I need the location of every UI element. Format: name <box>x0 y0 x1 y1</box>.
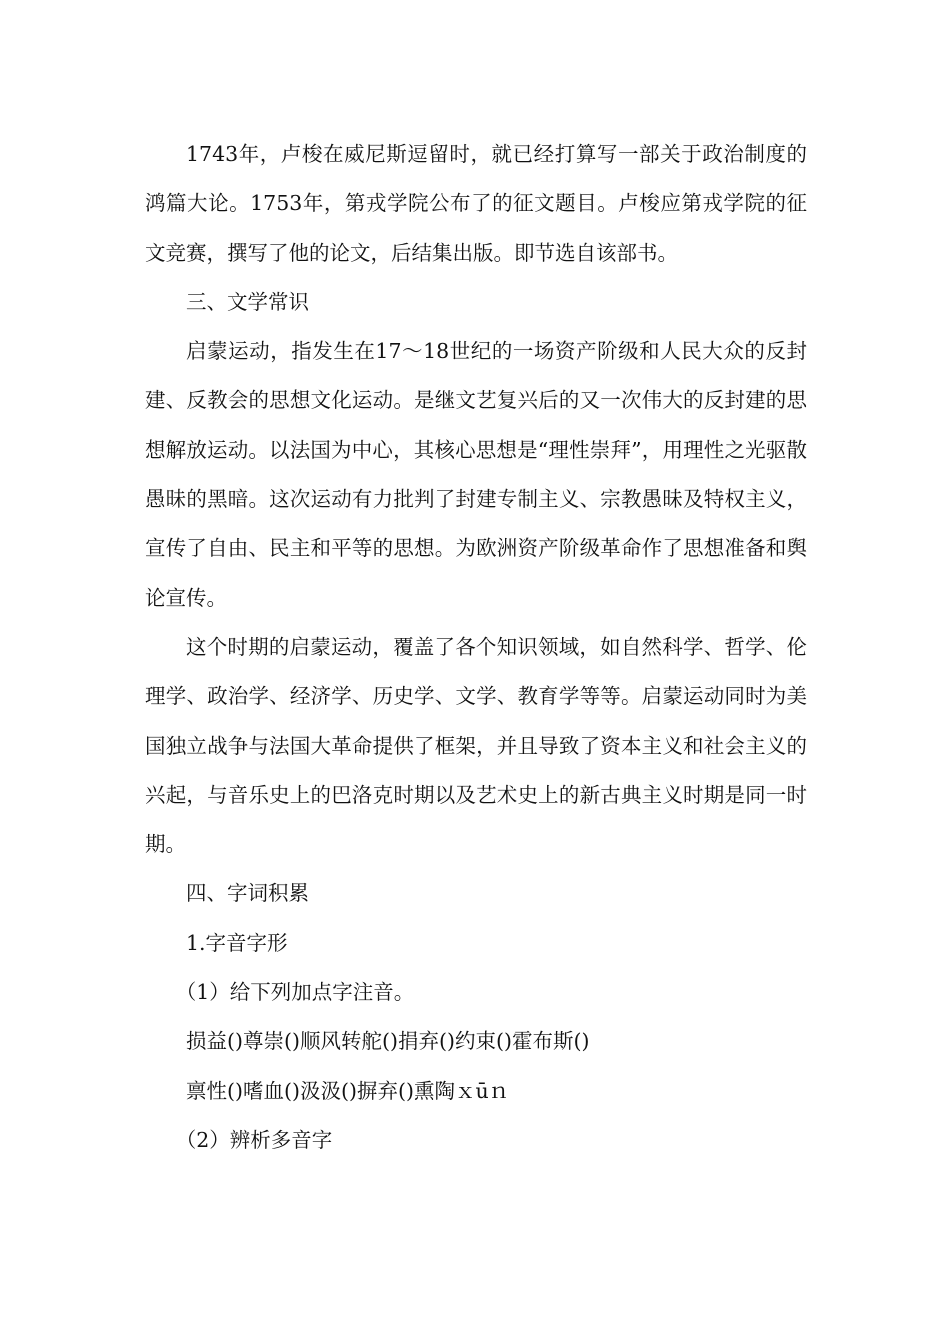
document-body <box>145 130 807 1165</box>
paragraph-enlightenment-scope: 这个时期的启蒙运动，覆盖了各个知识领域，如自然科学、哲学、伦理学、政治学、经济学、历史学、文学、教育学等等。启蒙运动同时为美国独立战争与法国大革命提供了框架，并且导致了资本主义和社会主义的兴起，与音乐史上的巴洛克时期以及艺术史上的新古典主义时期是同一时期。 <box>145 634 807 857</box>
section-heading-literature: 三、文学常识 <box>186 289 309 314</box>
paragraph-enlightenment: 启蒙运动，指发生在17～18世纪的一场资产阶级和人民大众的反封建、反教会的思想文化运动。是继文艺复兴后的又一次伟大的反封建的思想解放运动。以法国为中心，其核心思想是“理性崇拜”，用理性之光驱散愚昧的黑暗。这次运动有力批判了封建专制主义、宗教愚昧及特权主义，宣传了自由、民主和平等的思想。为欧洲资产阶级革命作了思想准备和舆论宣传。 <box>145 339 807 610</box>
question-two: （2）辨析多音字 <box>175 1127 333 1152</box>
subheading-pronunciation: 1.字音字形 <box>186 930 288 955</box>
exercise-line-one: 损益()尊崇()顺风转舵()捐弃()约束()霍布斯() <box>186 1029 590 1054</box>
exercise-line-two: 禀性()嗜血()汲汲()摒弃()熏陶ｘūｎ <box>186 1078 510 1103</box>
question-one: （1）给下列加点字注音。 <box>175 980 415 1005</box>
paragraph-rousseau: 1743年，卢梭在威尼斯逗留时，就已经打算写一部关于政治制度的鸿篇大论。1753年，第戎学院公布了的征文题目。卢梭应第戎学院的征文竞赛，撰写了他的论文，后结集出版。即节选自该部书。 <box>145 142 807 265</box>
section-heading-vocabulary: 四、字词积累 <box>186 881 309 906</box>
